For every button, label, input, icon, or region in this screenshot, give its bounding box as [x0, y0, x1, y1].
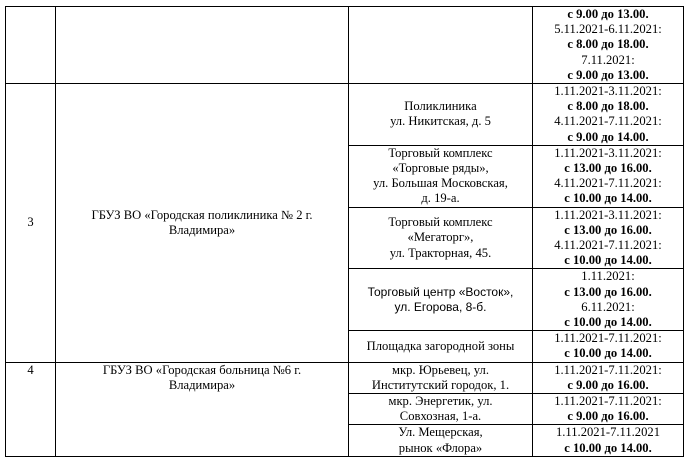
address-line: Совхозная, 1-а. [399, 409, 482, 424]
address-cell [349, 84, 533, 146]
time-range: с 8.00 до 18.00. [567, 99, 649, 114]
address-line: Площадка загородной зоны [366, 338, 515, 353]
address-line: мкр. Юрьевец, ул. [392, 362, 489, 377]
date-range: 4.11.2021-7.11.2021: [554, 114, 662, 129]
organization-name-line: ГБУЗ ВО «Городская поликлиника № 2 г. [91, 207, 313, 222]
organization-name-line: Владимира» [168, 377, 236, 392]
date-range: 1.11.2021-3.11.2021: [554, 145, 662, 160]
schedule-cell [533, 207, 684, 269]
address-cell [349, 331, 533, 362]
organization-cell [56, 84, 349, 363]
date-range: 1.11.2021-7.11.2021: [554, 331, 662, 346]
address-cell [349, 394, 533, 425]
vaccination-schedule-table [5, 6, 684, 457]
address-line: ул. Егорова, 8-б. [394, 299, 487, 314]
date-range: 1.11.2021-7.11.2021: [554, 394, 662, 409]
schedule-cell [533, 394, 684, 425]
address-line: ул. Никитская, д. 5 [390, 114, 491, 129]
table-row [6, 84, 684, 146]
date-range: 4.11.2021-7.11.2021: [554, 176, 662, 191]
address-cell [349, 269, 533, 331]
time-range: с 13.00 до 16.00. [564, 222, 652, 237]
address-line: «Торговые ряды», [392, 161, 489, 176]
date-range: 7.11.2021: [581, 52, 635, 67]
schedule-cell [533, 425, 684, 456]
time-range: с 10.00 до 14.00. [564, 253, 652, 268]
schedule-cell [533, 362, 684, 393]
address-line: д. 19-а. [421, 191, 460, 206]
time-range: с 9.00 до 16.00. [567, 409, 649, 424]
schedule-cell [533, 145, 684, 207]
organization-name-line: Владимира» [168, 222, 236, 237]
address-line: ул. Большая Московская, [373, 176, 508, 191]
address-line: мкр. Энергетик, ул. [388, 394, 493, 409]
address-cell [349, 145, 533, 207]
address-line: «Мегаторг», [407, 230, 474, 245]
row-number-cell: 3 [6, 84, 56, 363]
address-cell [349, 362, 533, 393]
schedule-cell [533, 331, 684, 362]
time-range: с 13.00 до 16.00. [564, 284, 652, 299]
schedule-cell [533, 7, 684, 84]
address-line: ул. Тракторная, 45. [389, 245, 492, 260]
time-range: с 8.00 до 18.00. [567, 37, 649, 52]
address-line: Торговый комплекс [388, 215, 493, 230]
address-line: Ул. Мещерская, [398, 425, 483, 440]
time-range: с 10.00 до 14.00. [564, 346, 652, 361]
address-cell [349, 207, 533, 269]
address-line: рынок «Флора» [398, 440, 483, 455]
time-range: с 9.00 до 14.00. [567, 129, 649, 144]
time-range: с 9.00 до 16.00. [567, 377, 649, 392]
date-range: 1.11.2021: [581, 269, 635, 284]
row-number-cell [6, 7, 56, 84]
organization-cell [56, 362, 349, 456]
row-number-cell: 4 [6, 362, 56, 456]
time-range: с 10.00 до 14.00. [564, 315, 652, 330]
date-range: 4.11.2021-7.11.2021: [554, 238, 662, 253]
schedule-cell [533, 269, 684, 331]
time-range: с 10.00 до 14.00. [564, 440, 652, 455]
date-range: 1.11.2021-3.11.2021: [554, 84, 662, 99]
date-range: 1.11.2021-7.11.2021 [555, 425, 660, 440]
date-range: 6.11.2021: [581, 299, 635, 314]
address-line: Поликлиника [404, 99, 477, 114]
address-line: Институтский городок, 1. [371, 377, 510, 392]
table-row [6, 362, 684, 393]
date-range: 5.11.2021-6.11.2021: [554, 22, 662, 37]
time-range: с 13.00 до 16.00. [564, 161, 652, 176]
address-line: Торговый центр «Восток», [367, 284, 514, 299]
time-range: с 9.00 до 13.00. [567, 7, 649, 21]
table-row [6, 7, 684, 84]
address-cell [349, 7, 533, 84]
organization-cell [56, 7, 349, 84]
time-range: с 10.00 до 14.00. [564, 191, 652, 206]
schedule-cell [533, 84, 684, 146]
organization-name-line: ГБУЗ ВО «Городская больница №6 г. [102, 362, 302, 377]
address-cell [349, 425, 533, 456]
address-line: Торговый комплекс [388, 145, 493, 160]
date-range: 1.11.2021-7.11.2021: [554, 362, 662, 377]
date-range: 1.11.2021-3.11.2021: [554, 207, 662, 222]
time-range: с 9.00 до 13.00. [567, 67, 649, 82]
